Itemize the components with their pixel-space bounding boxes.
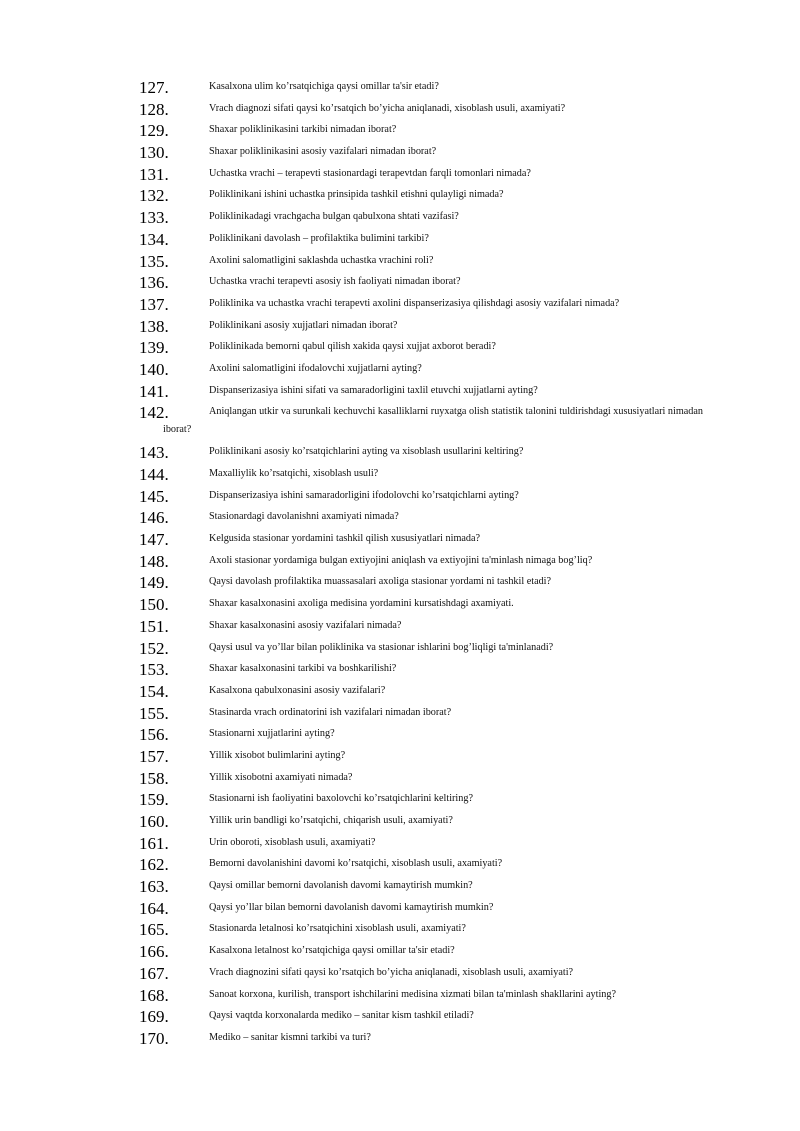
question-number: 160.	[139, 812, 169, 831]
question-text: Qaysi yo’llar bilan bemorni davolanish davomi kamaytirish mumkin?	[209, 901, 494, 913]
question-number: 134.	[139, 229, 169, 249]
question-text: Stasionardagi davolanishni axamiyati nimada?	[209, 511, 399, 523]
question-number: 145.	[139, 486, 169, 506]
question-item	[0, 680, 800, 702]
question-item	[0, 875, 800, 897]
question-item	[0, 918, 800, 940]
question-text: Yillik xisobot bulimlarini ayting?	[209, 749, 346, 761]
question-text: Uchastka vrachi terapevti asosiy ish faoliyati nimadan iborat?	[209, 276, 461, 288]
question-text: Sanoat korxona, kurilish, transport ishchilarini medisina xizmati bilan ta'minlash shakllarini ayting?	[209, 988, 616, 1000]
question-item	[0, 810, 800, 832]
question-text: Kelgusida stasionar yordamini tashkil qilish xususiyatlari nimada?	[209, 533, 481, 545]
question-item	[0, 206, 800, 228]
question-text: Kasalxona letalnost ko’rsatqichiga qaysi omillar ta'sir etadi?	[209, 945, 455, 957]
question-number: 153.	[139, 660, 169, 680]
question-item	[0, 401, 800, 441]
question-number: 130.	[139, 143, 169, 163]
question-number: 166.	[139, 942, 169, 962]
question-text: Vrach diagnozi sifati qaysi ko’rsatqich bo’yicha aniqlanadi, xisoblash usuli, axamiyati?	[209, 102, 566, 114]
question-item	[0, 767, 800, 789]
question-number: 128.	[139, 99, 169, 119]
question-number: 132.	[139, 186, 169, 206]
question-text: Dispanserizasiya ishini samaradorligini ifodolovchi ko’rsatqichlarni ayting?	[209, 489, 519, 501]
question-number: 131.	[139, 164, 169, 184]
question-number: 162.	[139, 855, 169, 875]
question-item	[0, 293, 800, 315]
question-text: Vrach diagnozini sifati qaysi ko’rsatqich bo’yicha aniqlanadi, xisoblash usuli, axamiyati?	[209, 966, 574, 978]
question-number: 156.	[139, 725, 169, 745]
question-number: 170.	[139, 1028, 169, 1048]
question-item	[0, 1027, 800, 1049]
question-number: 159.	[139, 790, 169, 810]
question-item	[0, 615, 800, 637]
question-text: Qaysi vaqtda korxonalarda mediko – sanitar kism tashkil etiladi?	[209, 1010, 474, 1022]
question-item	[0, 832, 800, 854]
question-number: 141.	[139, 381, 169, 401]
question-number: 157.	[139, 746, 169, 766]
question-number: 151.	[139, 616, 169, 636]
question-item	[0, 637, 800, 659]
question-number: 168.	[139, 985, 169, 1005]
question-item	[0, 940, 800, 962]
question-text: Axolini salomatligini saklashda uchastka vrachini roli?	[209, 254, 434, 266]
question-number: 133.	[139, 208, 169, 228]
question-item	[0, 485, 800, 507]
question-item	[0, 506, 800, 528]
question-number: 135.	[139, 251, 169, 271]
question-item	[0, 184, 800, 206]
question-text: Shaxar poliklinikasini asosiy vazifalari nimadan iborat?	[209, 146, 437, 158]
question-item	[0, 441, 800, 463]
question-text: Poliklinikada bemorni qabul qilish xakida qaysi xujjat axborot beradi?	[209, 341, 496, 353]
question-text: Stasionarda letalnosi ko’rsatqichini xisoblash usuli, axamiyati?	[209, 923, 466, 935]
question-text: Kasalxona ulim ko’rsatqichiga qaysi omillar ta'sir etadi?	[209, 81, 439, 92]
question-number: 149.	[139, 573, 169, 593]
question-item	[0, 358, 800, 380]
question-number: 148.	[139, 551, 169, 571]
question-number: 139.	[139, 338, 169, 358]
question-number: 158.	[139, 768, 169, 788]
question-item	[0, 463, 800, 485]
question-item	[0, 745, 800, 767]
question-number: 161.	[139, 833, 169, 853]
question-text: Poliklinikani asosiy ko’rsatqichlarini ayting va xisoblash usullarini keltiring?	[209, 446, 524, 458]
question-text: Stasionarni xujjatlarini ayting?	[209, 728, 335, 740]
question-number: 155.	[139, 703, 169, 723]
question-item	[0, 98, 800, 120]
question-text: Shaxar kasalxonasini tarkibi va boshkarilishi?	[209, 663, 397, 675]
question-item	[0, 228, 800, 250]
question-text: Uchastka vrachi – terapevti stasionardagi terapevtdan farqli tomonlari nimada?	[209, 167, 531, 179]
question-number: 147.	[139, 530, 169, 550]
question-number: 136.	[139, 273, 169, 293]
question-text: Shaxar kasalxonasini asosiy vazifalari nimada?	[209, 619, 402, 631]
question-text: Yillik xisobotni axamiyati nimada?	[209, 771, 353, 783]
question-number: 167.	[139, 963, 169, 983]
question-text: Qaysi usul va yo’llar bilan poliklinika va stasionar ishlarini bog’liqligi ta'minlanadi?	[209, 641, 554, 653]
question-item	[0, 315, 800, 337]
question-text: Maxalliylik ko’rsatqichi, xisoblash usuli?	[209, 468, 379, 479]
question-text: Stasionarni ish faoliyatini baxolovchi ko’rsatqichlarini keltiring?	[209, 793, 473, 805]
question-text: Mediko – sanitar kismni tarkibi va turi?	[209, 1031, 371, 1043]
question-item	[0, 723, 800, 745]
question-text: Yillik urin bandligi ko’rsatqichi, chiqarish usuli, axamiyati?	[209, 815, 453, 826]
question-text: Poliklinikani davolash – profilaktika bulimini tarkibi?	[209, 232, 429, 244]
question-number: 142.	[139, 403, 169, 423]
question-number: 163.	[139, 877, 169, 897]
question-text: Poliklinikadagi vrachgacha bulgan qabulxona shtati vazifasi?	[209, 211, 459, 223]
question-number: 127.	[139, 78, 169, 97]
question-text: Poliklinika va uchastka vrachi terapevti axolini dispanserizasiya qilishdagi asosiy vazifalari nimada?	[209, 297, 620, 309]
question-item	[0, 702, 800, 724]
question-number: 143.	[139, 443, 169, 463]
question-text-continuation: iborat?	[163, 424, 192, 436]
question-item	[0, 593, 800, 615]
question-item	[0, 571, 800, 593]
question-item	[0, 336, 800, 358]
question-number: 164.	[139, 898, 169, 918]
question-text: Dispanserizasiya ishini sifati va samaradorligini taxlil etuvchi xujjatlarni ayting?	[209, 384, 538, 396]
question-item	[0, 250, 800, 272]
question-item	[0, 658, 800, 680]
question-number: 129.	[139, 121, 169, 141]
question-item	[0, 788, 800, 810]
question-item	[0, 984, 800, 1006]
question-number: 150.	[139, 595, 169, 615]
question-text: Aniqlangan utkir va surunkali kechuvchi kasalliklarni ruyxatga olish statistik talonini tuldirishdagi xususiyatlari nimadan	[209, 406, 703, 418]
question-number: 165.	[139, 920, 169, 940]
question-item	[0, 119, 800, 141]
question-number: 138.	[139, 316, 169, 336]
question-item	[0, 1005, 800, 1027]
question-number: 146.	[139, 508, 169, 528]
question-item	[0, 897, 800, 919]
question-text: Axolini salomatligini ifodalovchi xujjatlarni ayting?	[209, 362, 422, 374]
question-text: Stasinarda vrach ordinatorini ish vazifalari nimadan iborat?	[209, 706, 452, 718]
question-text: Qaysi davolash profilaktika muassasalari axoliga stasionar yordami ni tashkil etadi?	[209, 576, 552, 588]
question-text: Qaysi omillar bemorni davolanish davomi kamaytirish mumkin?	[209, 880, 473, 892]
question-text: Bemorni davolanishini davomi ko’rsatqichi, xisoblash usuli, axamiyati?	[209, 858, 503, 870]
question-item	[0, 528, 800, 550]
question-text: Shaxar kasalxonasini axoliga medisina yordamini kursatishdagi axamiyati.	[209, 598, 514, 610]
question-number: 144.	[139, 465, 169, 484]
question-item	[0, 271, 800, 293]
question-item	[0, 76, 800, 98]
question-item	[0, 141, 800, 163]
question-number: 137.	[139, 294, 169, 314]
question-item	[0, 550, 800, 572]
question-text: Poliklinikani ishini uchastka prinsipida tashkil etishni qulayligi nimada?	[209, 189, 504, 201]
question-number: 152.	[139, 638, 169, 658]
question-text: Poliklinikani asosiy xujjatlari nimadan iborat?	[209, 319, 398, 331]
question-number: 154.	[139, 681, 169, 701]
question-number: 169.	[139, 1007, 169, 1027]
question-text: Shaxar poliklinikasini tarkibi nimadan iborat?	[209, 124, 397, 136]
question-item	[0, 163, 800, 185]
question-item	[0, 853, 800, 875]
question-item	[0, 962, 800, 984]
question-number: 140.	[139, 359, 169, 379]
question-item	[0, 380, 800, 402]
question-list	[0, 76, 800, 1049]
question-text: Kasalxona qabulxonasini asosiy vazifalari?	[209, 684, 386, 696]
question-text: Urin oboroti, xisoblash usuli, axamiyati?	[209, 836, 376, 848]
question-text: Axoli stasionar yordamiga bulgan extiyojini aniqlash va extiyojini ta'minlash nimaga bog’liq?	[209, 554, 593, 566]
